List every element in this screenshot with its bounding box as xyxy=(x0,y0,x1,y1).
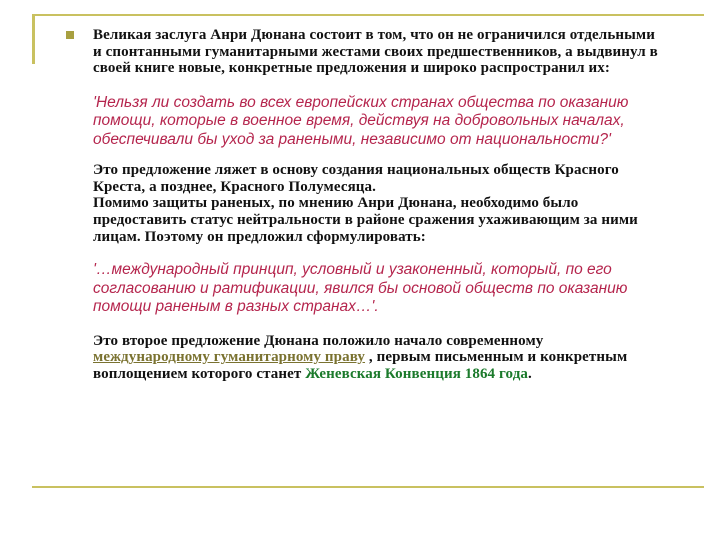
frame-top-rule xyxy=(32,14,704,16)
conclusion-text-mid: , первым письменным и конкретным воплощением которого станет xyxy=(93,349,628,382)
quote-red-cross-societies: 'Нельзя ли создать во всех европейских странах общества по оказанию помощи, которые в военное время, действуя на добровольных началах, обеспечивали бы уход за ранеными, независимо от национальности?' xyxy=(93,93,629,148)
slide-body xyxy=(93,27,663,383)
quote-international-principle: '…международный принцип, условный и узаконенный, который, по его согласованию и ратификации, явился бы основой обществ по оказанию помощи раненым в разных странах…'. xyxy=(93,261,628,316)
intro-paragraph: Великая заслуга Анри Дюнана состоит в том, что он не ограничился отдельными и спонтанными гуманитарными жестами своих предшественников, а выдвинул в своей книге новые, конкретные предложения и широко распространил их: xyxy=(93,27,658,77)
bullet-square-icon xyxy=(66,31,74,39)
conclusion-period: . xyxy=(528,365,532,382)
geneva-convention-text: Женевская Конвенция 1864 года xyxy=(305,365,529,382)
second-paragraph xyxy=(93,162,663,245)
conclusion-paragraph xyxy=(93,333,663,383)
frame-left-rule xyxy=(32,14,35,64)
red-cross-basis-text: Это предложение ляжет в основу создания национальных обществ Красного Креста, а позднее, Красного Полумесяца. xyxy=(93,162,619,195)
frame-bottom-rule xyxy=(32,486,704,488)
conclusion-text-start: Это второе предложение Дюнана положило начало современному xyxy=(93,332,544,349)
humanitarian-law-link[interactable]: международному гуманитарному праву xyxy=(93,349,366,366)
neutrality-text: Помимо защиты раненых, по мнению Анри Дюнана, необходимо было предоставить статус нейтральности в районе сражения ухаживающим за ними лицам. Поэтому он предложил сформулировать: xyxy=(93,195,638,245)
